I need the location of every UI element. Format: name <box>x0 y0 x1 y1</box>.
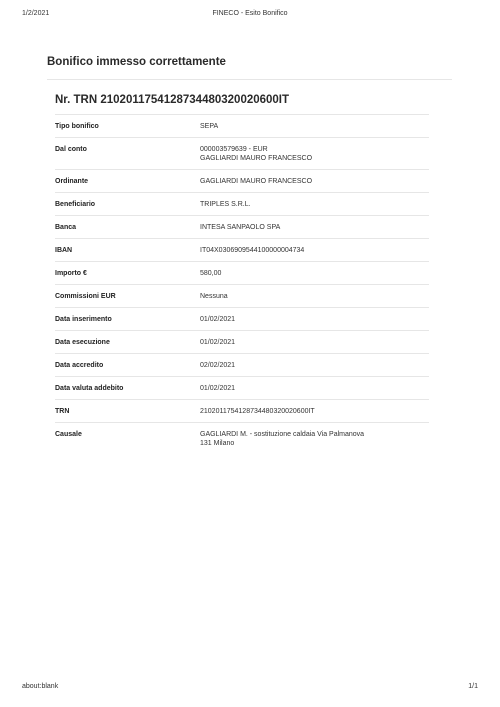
detail-row <box>55 192 429 215</box>
detail-label: Importo € <box>55 270 87 277</box>
detail-row <box>55 353 429 376</box>
detail-row <box>55 330 429 353</box>
transfer-details-table <box>55 114 429 454</box>
detail-row <box>55 261 429 284</box>
print-date: 1/2/2021 <box>22 10 50 17</box>
detail-value <box>200 338 429 347</box>
detail-row <box>55 376 429 399</box>
detail-label: TRN <box>55 408 70 415</box>
detail-label: Commissioni EUR <box>55 293 116 300</box>
detail-value-line: 580,00 <box>200 270 222 277</box>
detail-value <box>200 145 429 163</box>
detail-value <box>200 292 429 301</box>
detail-value <box>200 430 429 448</box>
detail-label: Data accredito <box>55 362 104 369</box>
detail-value <box>200 407 429 416</box>
trn-title: Nr. TRN 2102011754128734480320020600IT <box>55 94 290 106</box>
detail-label: Dal conto <box>55 146 87 153</box>
detail-value-line: 02/02/2021 <box>200 362 236 369</box>
detail-value-line: TRIPLES S.R.L. <box>200 201 251 208</box>
detail-value <box>200 361 429 370</box>
detail-value <box>200 384 429 393</box>
print-url: about:blank <box>22 683 59 690</box>
detail-value-line: 01/02/2021 <box>200 385 236 392</box>
detail-value <box>200 315 429 324</box>
detail-value <box>200 177 429 186</box>
detail-value-line: 2102011754128734480320020600IT <box>200 408 315 415</box>
detail-row <box>55 215 429 238</box>
detail-value-line: SEPA <box>200 123 219 130</box>
detail-label: Data inserimento <box>55 316 112 323</box>
detail-value-line: Nessuna <box>200 293 228 300</box>
detail-label: Data valuta addebito <box>55 385 124 392</box>
page-number: 1/1 <box>468 683 478 690</box>
print-header <box>22 10 478 22</box>
detail-value <box>200 246 429 255</box>
detail-value-line: GAGLIARDI M. - sostituzione caldaia Via Palmanova <box>200 431 365 438</box>
detail-value-line: 01/02/2021 <box>200 339 236 346</box>
detail-row <box>55 307 429 330</box>
detail-value <box>200 223 429 232</box>
detail-value-line: INTESA SANPAOLO SPA <box>200 224 281 231</box>
detail-value-line: GAGLIARDI MAURO FRANCESCO <box>200 178 313 185</box>
page-title: Bonifico immesso correttamente <box>47 56 226 68</box>
heading-divider <box>47 79 452 80</box>
detail-row <box>55 284 429 307</box>
detail-label: Causale <box>55 431 82 438</box>
detail-row <box>55 137 429 169</box>
detail-value-line: 131 Milano <box>200 440 235 447</box>
detail-value <box>200 122 429 131</box>
detail-row <box>55 169 429 192</box>
detail-label: Beneficiario <box>55 201 96 208</box>
detail-row <box>55 399 429 422</box>
detail-value-line: 000003579639 - EUR <box>200 146 268 153</box>
detail-label: Tipo bonifico <box>55 123 99 130</box>
detail-label: Data esecuzione <box>55 339 110 346</box>
print-footer <box>22 683 478 695</box>
detail-label: IBAN <box>55 247 73 254</box>
detail-label: Banca <box>55 224 77 231</box>
detail-row <box>55 238 429 261</box>
detail-value <box>200 269 429 278</box>
detail-row <box>55 422 429 454</box>
detail-row <box>55 114 429 137</box>
detail-value-line: GAGLIARDI MAURO FRANCESCO <box>200 155 313 162</box>
detail-value <box>200 200 429 209</box>
detail-label: Ordinante <box>55 178 89 185</box>
print-title: FINECO - Esito Bonifico <box>212 10 288 17</box>
detail-value-line: IT04X0306909544100000004734 <box>200 247 305 254</box>
detail-value-line: 01/02/2021 <box>200 316 236 323</box>
